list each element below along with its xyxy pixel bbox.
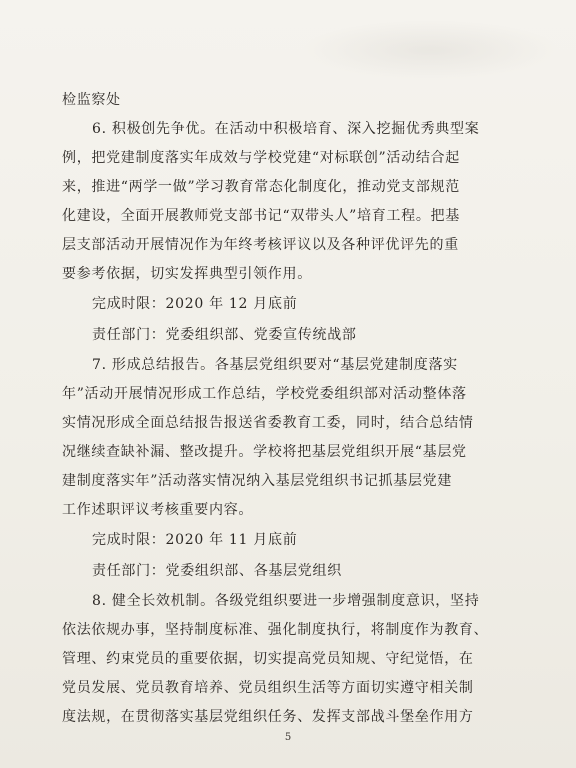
text-line: 年”活动开展情况形成工作总结，学校党委组织部对活动整体落 xyxy=(62,386,467,402)
text-line: 工作述职评议考核重要内容。 xyxy=(62,502,254,518)
text-line: 依法依规办事，坚持制度标准、强化制度执行，将制度作为教育、 xyxy=(62,622,489,638)
section-8-heading: 8. 健全长效机制。各级党组织要进一步增强制度意识，坚持 xyxy=(92,593,480,609)
text-line: 层支部活动开展情况作为年终考核评议以及各种评优评先的重 xyxy=(62,237,459,253)
text-line: 要参考依据，切实发挥典型引领作用。 xyxy=(62,266,312,282)
page-number: 5 xyxy=(284,732,292,743)
text-line: 例，把党建制度落实年成效与学校党建“对标联创”活动结合起 xyxy=(62,150,460,166)
text-line: 来，推进“两学一做”学习教育常态化制度化，推动党支部规范 xyxy=(62,179,460,195)
deadline-line: 完成时限：2020 年 11 月底前 xyxy=(92,532,298,548)
text-line: 建制度落实年”活动落实情况纳入基层党组织书记抓基层党建 xyxy=(62,473,453,489)
section-7-heading: 7. 形成总结报告。各基层党组织要对“基层党建制度落实 xyxy=(92,357,458,373)
deadline-line: 完成时限：2020 年 12 月底前 xyxy=(92,296,298,312)
text-line: 况继续查缺补漏、整改提升。学校将把基层党组织开展“基层党 xyxy=(62,444,467,460)
text-line: 党员发展、党员教育培养、党员组织生活等方面切实遵守相关制 xyxy=(62,680,474,696)
text-line: 度法规，在贯彻落实基层党组织任务、发挥支部战斗堡垒作用方 xyxy=(62,709,474,725)
section-6-heading: 6. 积极创先争优。在活动中积极培育、深入挖掘优秀典型案 xyxy=(92,121,480,137)
text-line: 实情况形成全面总结报告报送省委教育工委，同时，结合总结情 xyxy=(62,415,474,431)
bleed-through-shadow xyxy=(300,20,560,80)
document-body xyxy=(62,86,517,732)
responsible-dept-line: 责任部门：党委组织部、各基层党组织 xyxy=(92,563,342,579)
text-line: 管理、约束党员的重要依据，切实提高党员知规、守纪觉悟，在 xyxy=(62,651,474,667)
responsible-dept-line: 责任部门：党委组织部、党委宣传统战部 xyxy=(92,327,357,343)
text-line: 化建设，全面开展教师党支部书记“双带头人”培育工程。把基 xyxy=(62,208,460,224)
text-line: 检监察处 xyxy=(62,92,121,108)
